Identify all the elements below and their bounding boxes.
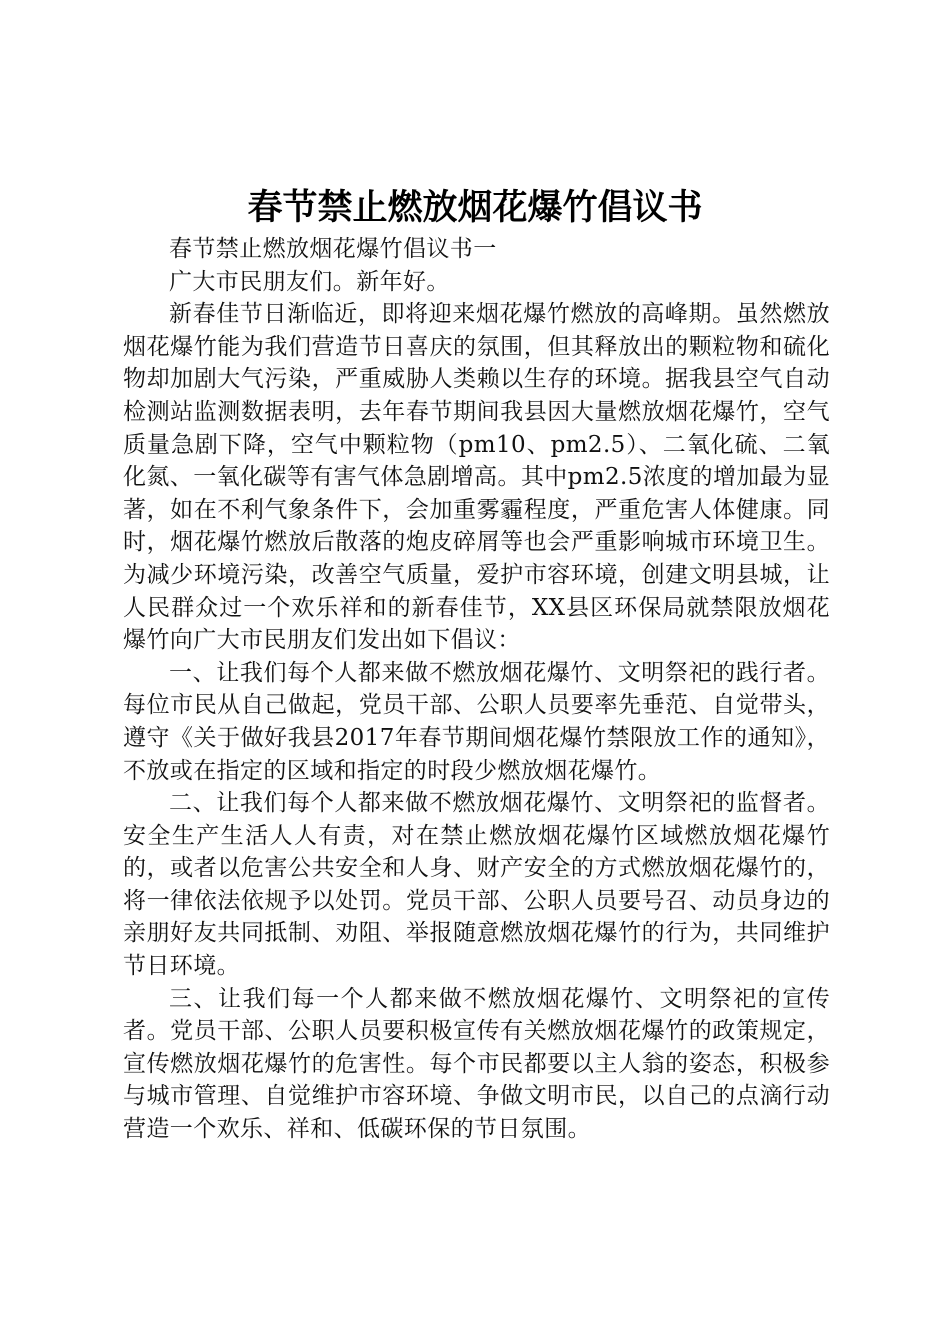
document-body: [123, 233, 830, 1146]
paragraph-proposal-1: 一、让我们每个人都来做不燃放烟花爆竹、文明祭祀的践行者。每位市民从自己做起，党员干部、公职人员要率先垂范、自觉带头，遵守《关于做好我县2017年春节期间烟花爆竹禁限放工作的通知》，不放或在指定的区域和指定的时段少燃放烟花爆竹。: [123, 659, 830, 784]
document-title: 春节禁止燃放烟花爆竹倡议书: [247, 187, 703, 228]
paragraph-subtitle: 春节禁止燃放烟花爆竹倡议书一: [169, 236, 497, 262]
paragraph-proposal-2: 二、让我们每个人都来做不燃放烟花爆竹、文明祭祀的监督者。安全生产生活人人有责，对在禁止燃放烟花爆竹区域燃放烟花爆竹的，或者以危害公共安全和人身、财产安全的方式燃放烟花爆竹的，将一律依法依规予以处罚。党员干部、公职人员要号召、动员身边的亲朋好友共同抵制、劝阻、举报随意燃放烟花爆竹的行为，共同维护节日环境。: [123, 790, 830, 980]
paragraph-greeting: 广大市民朋友们。新年好。: [169, 268, 450, 295]
paragraph-intro: 新春佳节日渐临近，即将迎来烟花爆竹燃放的高峰期。虽然燃放烟花爆竹能为我们营造节日喜庆的氛围，但其释放出的颗粒物和硫化物却加剧大气污染，严重威胁人类赖以生存的环境。据我县空气自动检测站监测数据表明，去年春节期间我县因大量燃放烟花爆竹，空气质量急剧下降，空气中颗粒物（pm10、pm2.5）、二氧化硫、二氧化氮、一氧化碳等有害气体急剧增高。其中pm2.5浓度的增加最为显著，如在不利气象条件下，会加重雾霾程度，严重危害人体健康。同时，烟花爆竹燃放后散落的炮皮碎屑等也会严重影响城市环境卫生。为减少环境污染，改善空气质量，爱护市容环境，创建文明县城，让人民群众过一个欢乐祥和的新春佳节，XX县区环保局就禁限放烟花爆竹向广大市民朋友们发出如下倡议：: [123, 301, 830, 654]
paragraph-proposal-3: 三、让我们每一个人都来做不燃放烟花爆竹、文明祭祀的宣传者。党员干部、公职人员要积极宣传有关燃放烟花爆竹的政策规定，宣传燃放烟花爆竹的危害性。每个市民都要以主人翁的姿态，积极参与城市管理、自觉维护市容环境、争做文明市民，以自己的点滴行动营造一个欢乐、祥和、低碳环保的节日氛围。: [123, 985, 830, 1143]
